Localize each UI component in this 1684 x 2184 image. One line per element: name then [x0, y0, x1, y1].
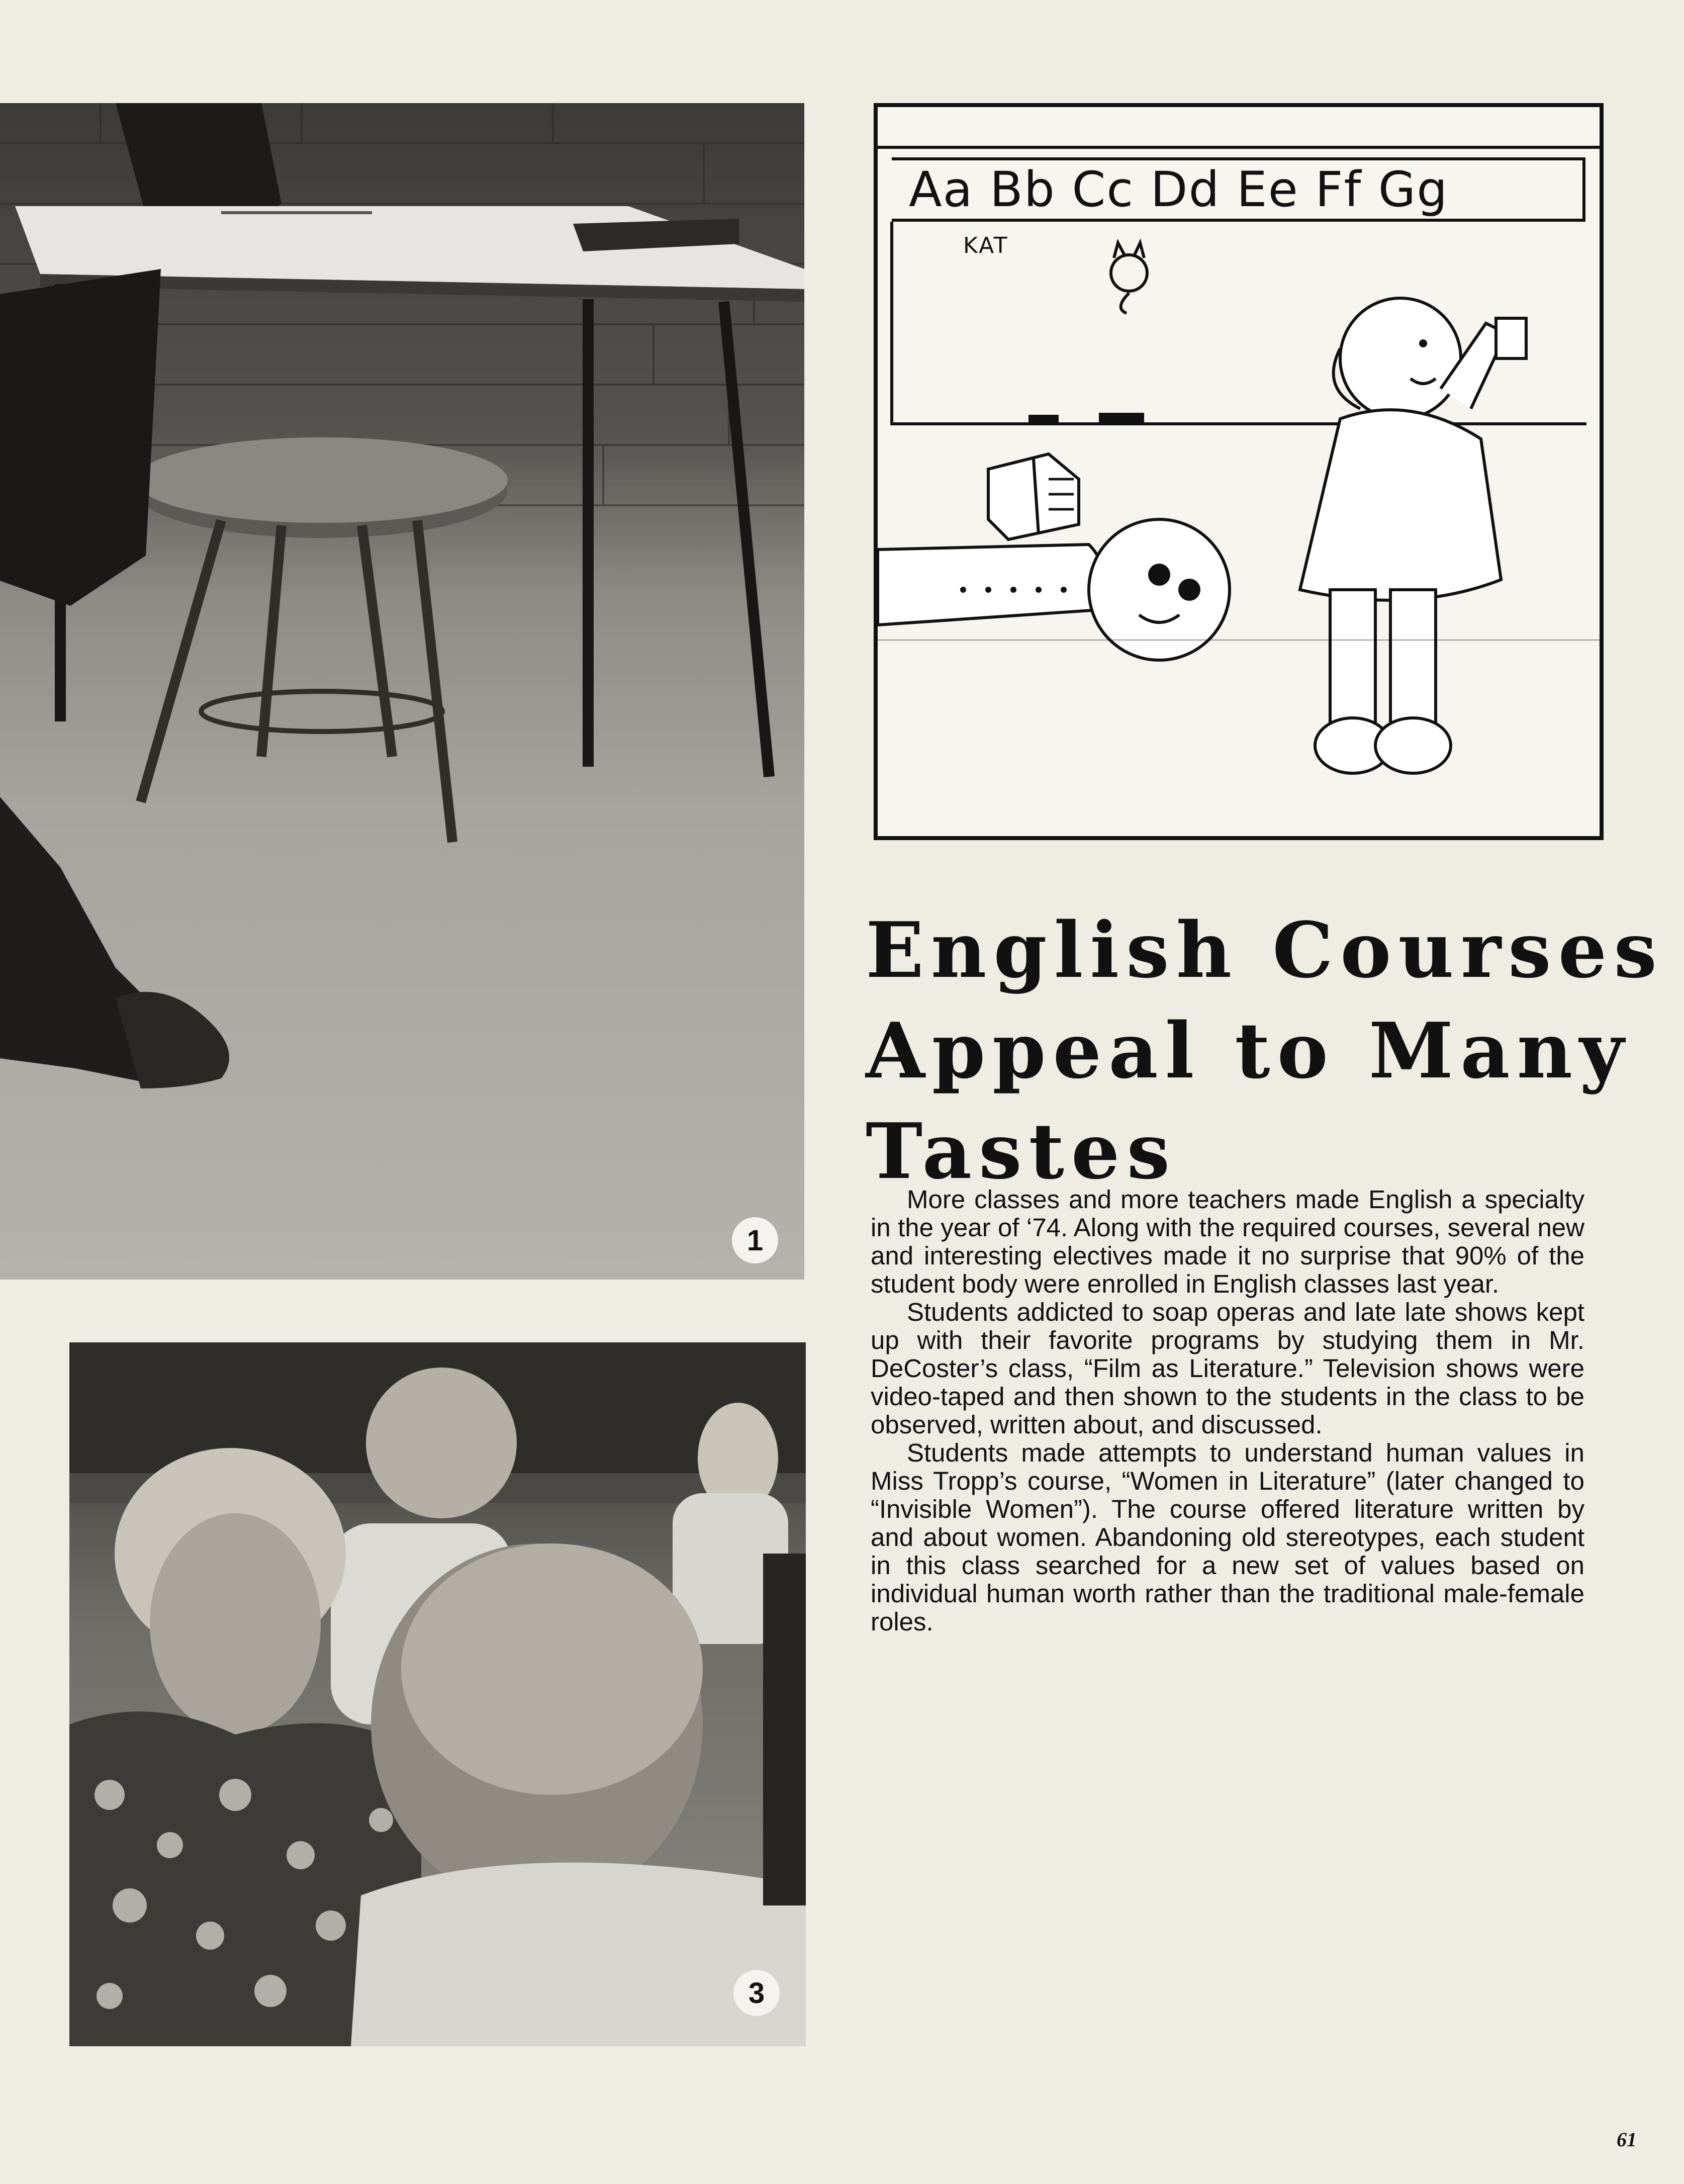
photo-students-discussion	[69, 1342, 806, 2046]
cartoon-drawing	[878, 107, 1600, 836]
photo1-illustration	[0, 103, 804, 1280]
photo-classroom-table	[0, 103, 804, 1280]
photo-number-badge: 3	[733, 1970, 780, 2016]
alphabet-strip: Aa Bb Cc Dd Ee Ff Gg	[892, 157, 1585, 222]
headline-line: Tastes	[866, 1106, 1177, 1196]
photo-number-badge: 1	[732, 1217, 778, 1263]
page-number: 61	[1617, 2128, 1637, 2151]
article-headline	[866, 900, 1664, 1202]
headline-line: Appeal to Many	[866, 1006, 1631, 1096]
body-paragraph: Students made attempts to understand human values in Miss Tropp’s course, “Women in Literature” (later changed to “Invisible Women”). The course offered literature written by and about women. Abandoning old stereotypes, each student in this class searched for a new set of values based on individual human worth rather than the traditional male-female roles.	[871, 1438, 1584, 1636]
article-body	[871, 1186, 1584, 1636]
kat-word: KAT	[963, 233, 1009, 258]
body-paragraph: Students addicted to soap operas and late late shows kept up with their favorite programs by studying them in Mr. DeCoster’s class, “Film as Literature.” Television shows were video-taped and then shown to the students in the class to be observed, written about, and discussed.	[871, 1298, 1584, 1439]
classroom-cartoon	[874, 103, 1604, 840]
body-paragraph: More classes and more teachers made English a specialty in the year of ‘74. Along with the required courses, several new and interesting electives made it no surprise that 90% of the student body were enrolled in English classes last year.	[871, 1185, 1584, 1298]
photo3-illustration	[69, 1342, 806, 2046]
headline-line: English Courses	[866, 905, 1664, 995]
